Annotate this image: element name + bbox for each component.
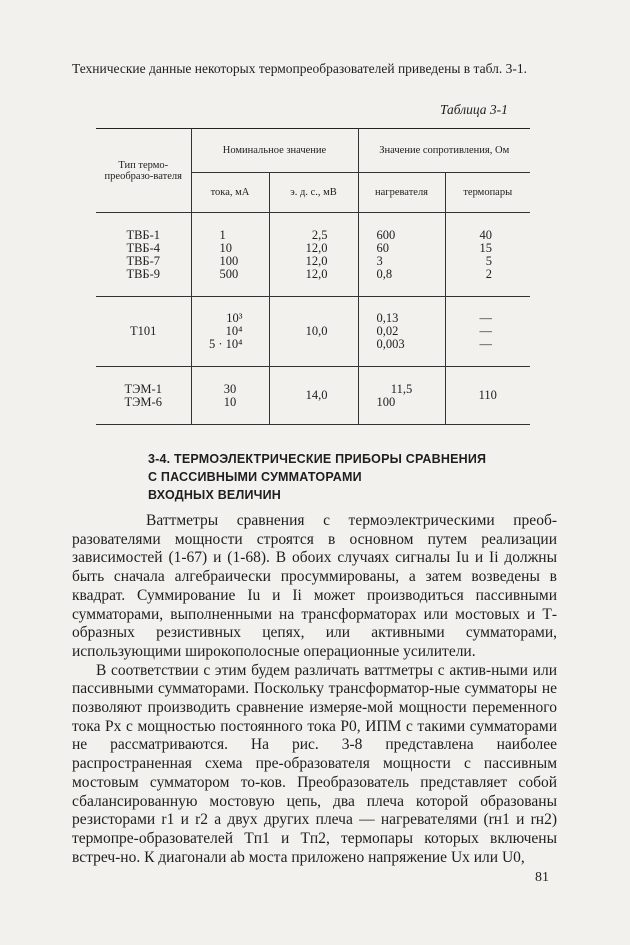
intro-paragraph: Технические данные некоторых термопреобразователей приведены в табл. 3-1. [72,61,527,76]
type-cell: ТВБ-4 [126,240,161,255]
col-header-emf: э. д. с., мВ [269,173,358,213]
thermocouple-cell: 110 [478,388,497,402]
col-header-heater: нагревателя [358,173,445,213]
col-header-resistance: Значение сопротивления, Ом [358,129,530,173]
heater-cell: 0,8 [376,266,393,281]
emf-cell: 14,0 [305,388,328,402]
type-cell: ТВБ-9 [126,266,161,281]
thermocouple-cell: 15 [479,240,492,255]
emf-cell: 12,0 [305,240,328,255]
type-cell: ТВБ-1 [126,227,161,242]
type-cell: ТЭМ-6 [124,394,162,409]
emf-cell: 12,0 [305,266,328,281]
paragraph: Ваттметры сравнения с термоэлектрическими преоб-разователями мощности строятся в основном путем реализации зависимостей (1-67) и (1-68). В обоих случаях сигналы Iu и Ii должны быть сначала алгебраически просуммированы, а затем возведены в квадрат. Суммирование Iu и Ii может производиться пассивными сумматорами, выполненными на трансформаторах или мостовых и Т-образных резистивных цепях, или активными сумматорами, использующими широкополосные операционные усилители. [72,512,557,660]
section-heading-line: 3-4. ТЕРМОЭЛЕКТРИЧЕСКИЕ ПРИБОРЫ СРАВНЕНИЯ [148,452,487,466]
thermocouple-cell: — [479,324,492,338]
col-header-nominal: Номинальное значение [191,129,358,173]
emf-cell: 2,5 [311,227,328,242]
type-cell: ТВБ-7 [126,253,161,268]
thermocouple-cell: 5 [485,253,492,268]
current-cell: 5 · 10⁴ [208,337,243,351]
current-cell: 500 [219,266,239,281]
thermocouple-cell: 40 [479,227,492,242]
body-text [72,512,557,867]
heater-cell: 0,02 [376,324,399,338]
current-cell: 30 [223,381,237,396]
section-heading-line: ВХОДНЫХ ВЕЛИЧИН [148,488,282,502]
heater-cell: 100 [376,394,396,409]
col-header-thermocouple: термопары [445,173,530,213]
table-caption: Таблица 3-1 [440,102,508,117]
data-table [96,128,530,425]
type-cell: Т101 [130,324,157,338]
heater-cell: 60 [376,240,389,255]
emf-cell: 10,0 [305,324,328,338]
thermocouple-cell: — [479,311,492,325]
current-cell: 10 [219,240,232,255]
current-cell: 10 [223,394,237,409]
paragraph: В соответствии с этим будем различать ваттметры с актив-ными или пассивными сумматорами. Поскольку трансформатор-ные сумматоры не позволяют производить сравнение измеряе-мой мощности переменного тока Px с мощностью постоянного тока P0, ИПМ с такими сумматорами не рассматриваются. На рис. 3-8 представлена наиболее распространенная схема пре-образователя мощности с пассивным мостовым сумматором то-ков. Преобразователь представляет собой сбалансированную мостовую цепь, два плеча которой образованы резисторами r1 и r2 а двух других плеча — нагревателями (rн1 и rн2) термопре-образователей Tп1 и Tп2, термопары которых включены встреч-но. К диагонали ab моста приложено напряжение Ux или U0, [72,661,557,866]
section-heading-line: С ПАССИВНЫМИ СУММАТОРАМИ [148,470,362,484]
col-header-current: тока, мА [191,173,269,213]
emf-cell: 12,0 [305,253,328,268]
current-cell: 1 [219,227,226,242]
table-row [96,297,530,367]
current-cell: 10³ [226,311,243,325]
table-row [96,213,530,297]
heater-cell: 0,13 [376,311,399,325]
heater-cell: 0,003 [376,337,405,351]
page-number: 81 [535,870,549,885]
heater-cell: 11,5 [390,381,413,396]
current-cell: 10⁴ [225,324,243,338]
type-cell: ТЭМ-1 [124,381,162,396]
current-cell: 100 [219,253,239,268]
heater-cell: 600 [376,227,396,242]
thermocouple-cell: — [479,337,492,351]
heater-cell: 3 [376,253,383,268]
table-row [96,367,530,425]
section-heading [148,450,486,504]
thermocouple-cell: 2 [485,266,492,281]
col-header-type: Тип термо-преобразо-вателя [96,129,191,213]
